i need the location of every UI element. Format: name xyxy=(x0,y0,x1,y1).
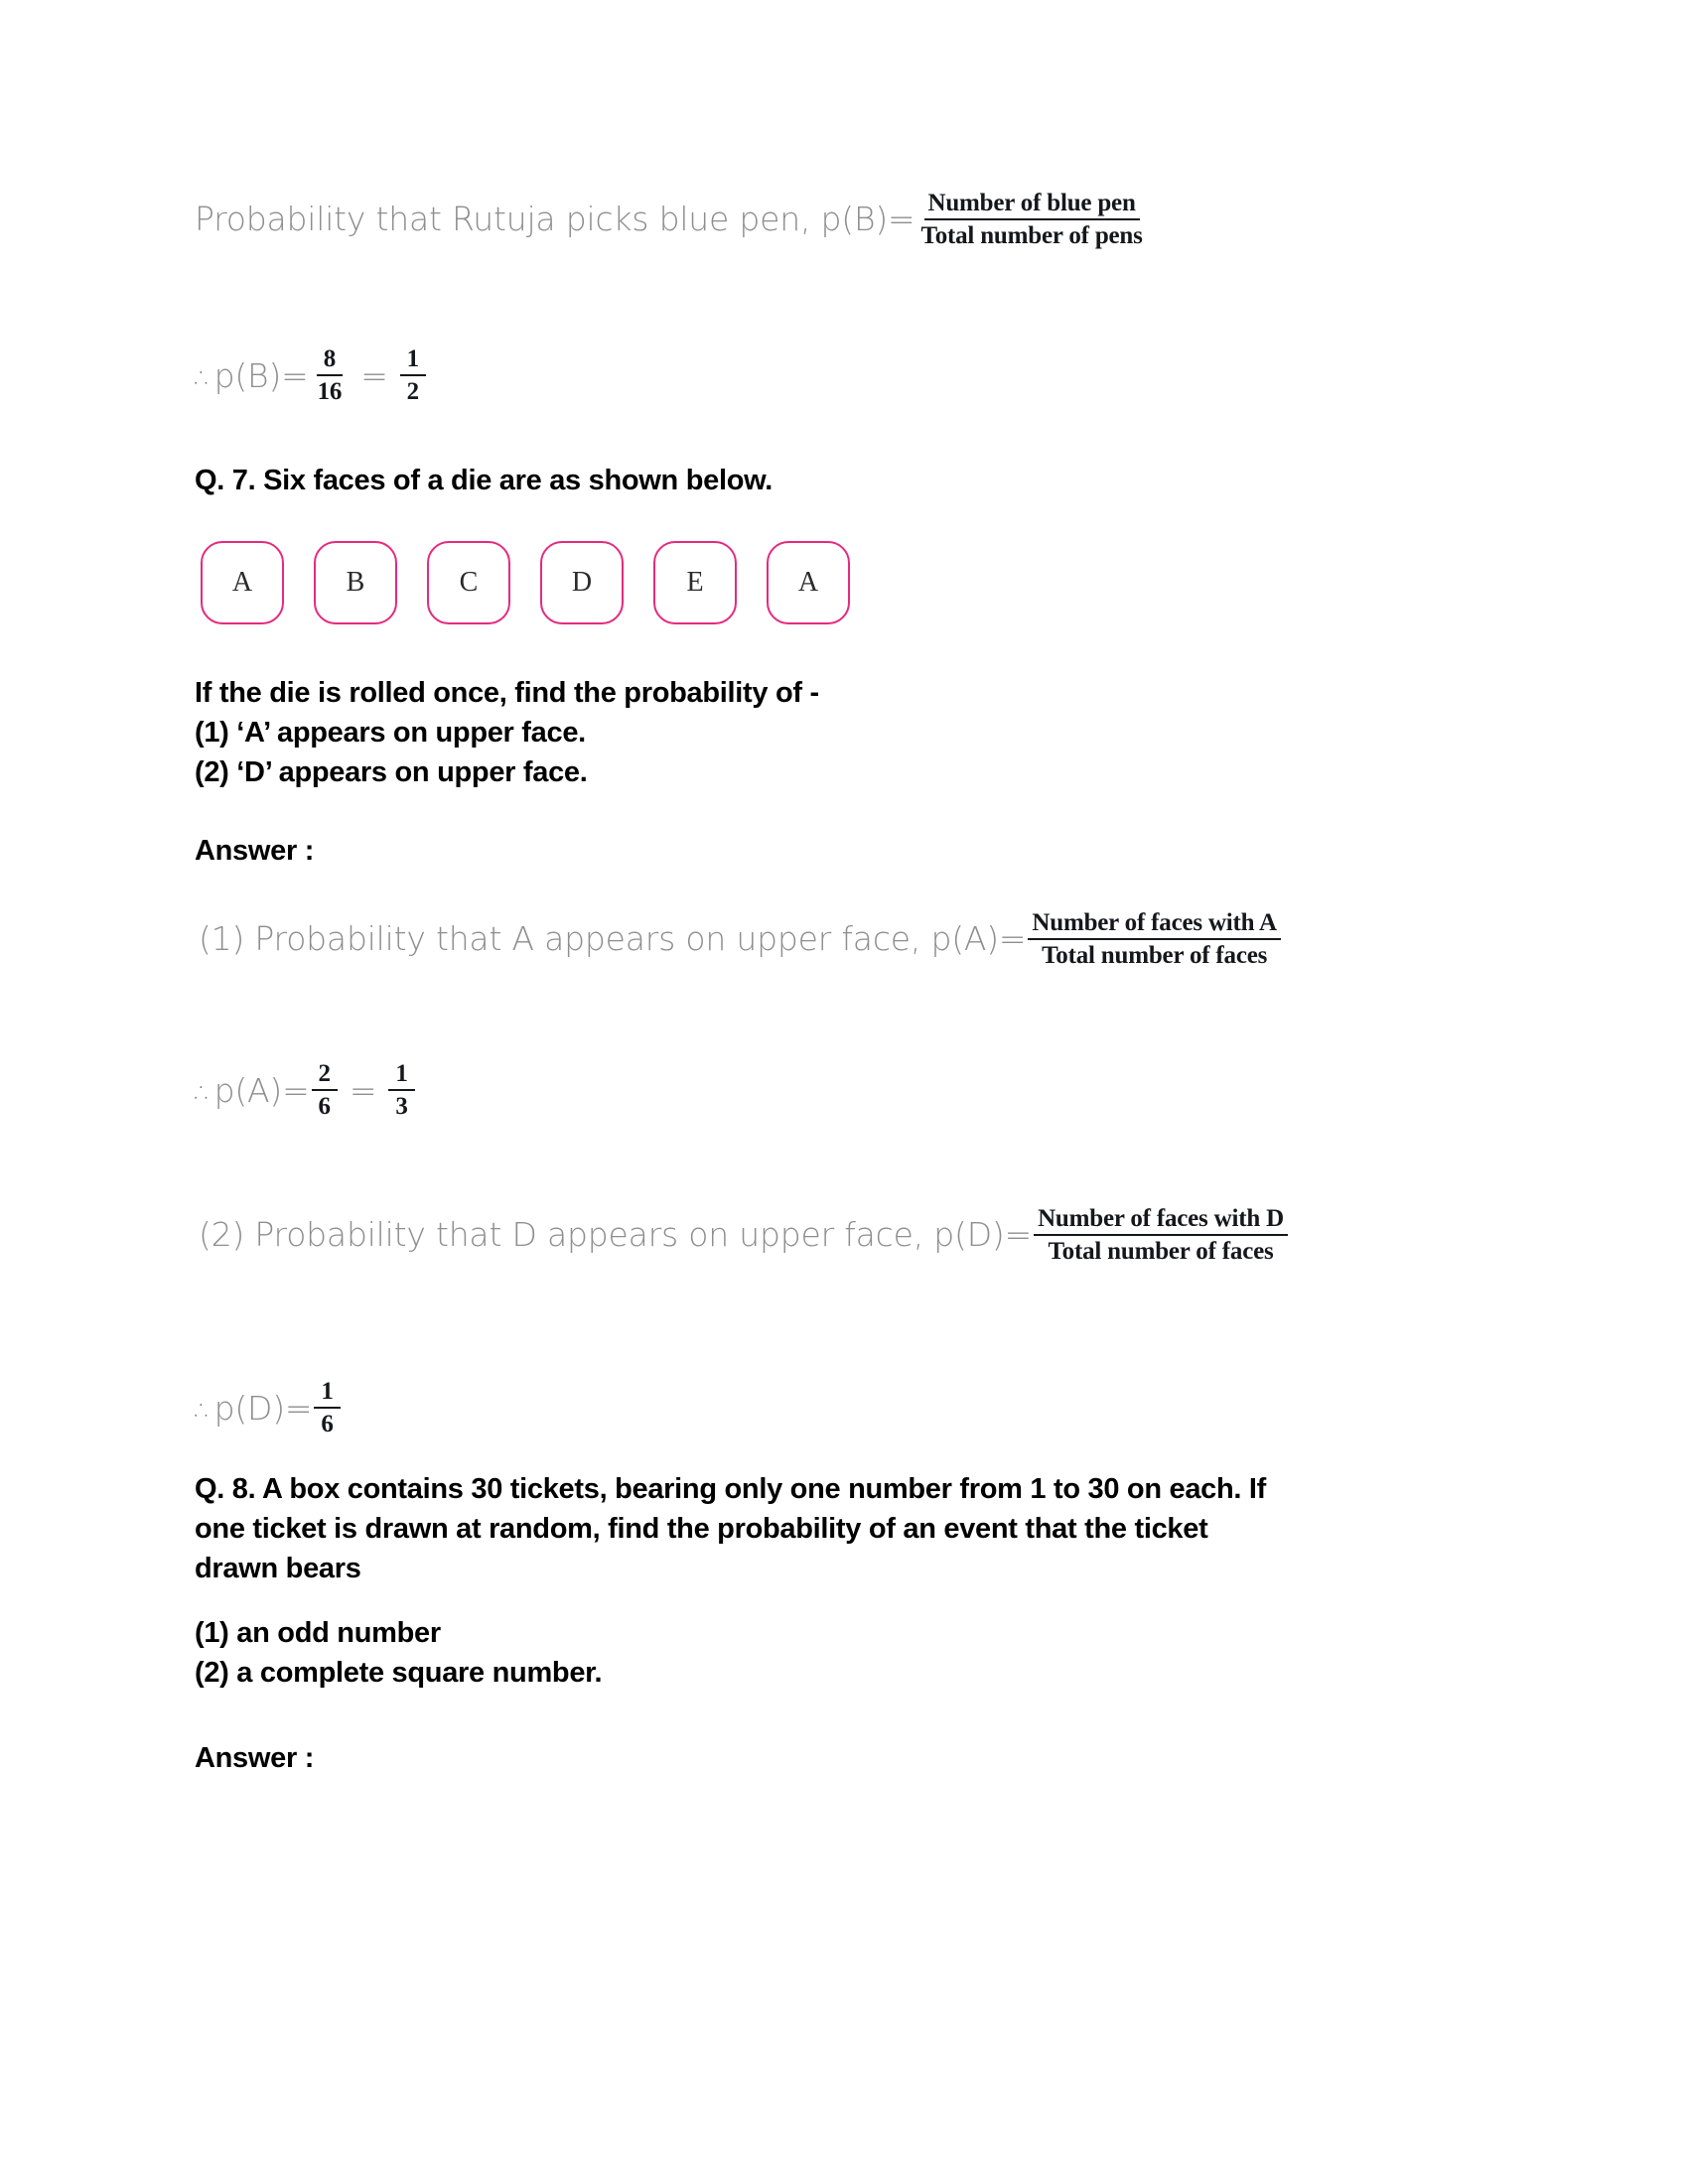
therefore-icon: ∴ xyxy=(195,1076,212,1109)
question-7-prompt-line-1: If the die is rolled once, find the probability of - xyxy=(195,677,819,709)
die-face-2 xyxy=(314,541,397,624)
answer-1-result-fraction-2 xyxy=(388,1060,414,1121)
answer-1-result-lead: p(A)= xyxy=(213,1071,310,1110)
blue-pen-result-fraction-1-denominator: 16 xyxy=(317,378,343,405)
die-face-5-label: E xyxy=(686,567,704,598)
question-7-prompt-line-3: (2) ‘D’ appears on upper face. xyxy=(195,756,588,789)
question-8-answer-label: Answer : xyxy=(195,1742,315,1774)
blue-pen-result-fraction-2-denominator: 2 xyxy=(406,378,419,405)
die-face-6 xyxy=(767,541,850,624)
question-7-prompt xyxy=(195,673,819,792)
answer-1-result-fraction-1-numerator: 2 xyxy=(312,1060,338,1091)
blue-pen-result-fraction-1-numerator: 8 xyxy=(317,345,343,376)
answer-2-formula-lead: (2) Probability that D appears on upper face, p(D)= xyxy=(199,1215,1033,1254)
therefore-icon: ∴ xyxy=(195,361,212,394)
answer-2-fraction-denominator: Total number of faces xyxy=(1048,1238,1274,1265)
answer-1-result xyxy=(195,1060,417,1121)
blue-pen-result-lead: p(B)= xyxy=(213,356,309,395)
die-face-4 xyxy=(540,541,624,624)
blue-pen-result-fraction-2 xyxy=(400,345,426,406)
answer-1-fraction-denominator: Total number of faces xyxy=(1042,942,1268,969)
equals-sign: = xyxy=(349,1071,377,1110)
answer-1-fraction xyxy=(1028,909,1281,970)
answer-2-result-fraction xyxy=(314,1378,340,1438)
therefore-icon: ∴ xyxy=(195,1394,212,1427)
answer-2-fraction xyxy=(1034,1205,1288,1266)
answer-2-result xyxy=(195,1378,343,1438)
question-8-heading-line-3: drawn bears xyxy=(195,1553,361,1585)
blue-pen-result-fraction-1 xyxy=(311,345,350,406)
question-7-answer-label: Answer : xyxy=(195,835,315,867)
blue-pen-result-fraction-2-numerator: 1 xyxy=(400,345,426,376)
answer-1-formula xyxy=(199,908,1283,969)
answer-1-result-fraction-2-numerator: 1 xyxy=(388,1060,414,1091)
equals-sign: = xyxy=(360,356,388,395)
blue-pen-fraction xyxy=(917,190,1147,250)
answer-2-result-fraction-numerator: 1 xyxy=(314,1378,340,1409)
answer-2-formula xyxy=(199,1204,1290,1265)
answer-2-result-fraction-denominator: 6 xyxy=(321,1411,334,1437)
question-8-option-2: (2) a complete square number. xyxy=(195,1657,603,1690)
answer-1-result-fraction-1 xyxy=(312,1060,338,1121)
blue-pen-probability-formula xyxy=(195,189,1149,249)
question-8-heading xyxy=(195,1469,1266,1588)
answer-2-fraction-numerator: Number of faces with D xyxy=(1034,1205,1288,1236)
answer-1-fraction-numerator: Number of faces with A xyxy=(1028,909,1281,940)
answer-1-formula-lead: (1) Probability that A appears on upper face, p(A)= xyxy=(199,919,1027,958)
answer-2-result-lead: p(D)= xyxy=(213,1389,313,1428)
blue-pen-formula-lead: Probability that Rutuja picks blue pen, p(B)= xyxy=(195,200,915,238)
blue-pen-probability-result xyxy=(195,345,428,406)
die-face-5 xyxy=(653,541,737,624)
answer-1-result-fraction-2-denominator: 3 xyxy=(395,1093,408,1120)
question-7-prompt-line-2: (1) ‘A’ appears on upper face. xyxy=(195,717,586,750)
die-face-1 xyxy=(201,541,284,624)
question-8-options xyxy=(195,1613,602,1693)
die-face-3 xyxy=(427,541,510,624)
answer-1-result-fraction-1-denominator: 6 xyxy=(318,1093,331,1120)
blue-pen-fraction-numerator: Number of blue pen xyxy=(924,190,1140,220)
die-face-4-label: D xyxy=(571,567,593,598)
die-face-2-label: B xyxy=(346,567,365,598)
question-8-option-1: (1) an odd number xyxy=(195,1617,441,1649)
question-7-heading: Q. 7. Six faces of a die are as shown below. xyxy=(195,465,774,496)
blue-pen-fraction-denominator: Total number of pens xyxy=(920,222,1143,249)
die-face-6-label: A xyxy=(797,567,819,598)
die-face-1-label: A xyxy=(231,567,253,598)
die-face-3-label: C xyxy=(459,567,479,598)
question-8-heading-line-1: Q. 8. A box contains 30 tickets, bearing only one number from 1 to 30 on each. If xyxy=(195,1473,1267,1505)
die-faces-row xyxy=(201,541,850,624)
question-8-heading-line-2: one ticket is drawn at random, find the probability of an event that the ticket xyxy=(195,1513,1208,1546)
